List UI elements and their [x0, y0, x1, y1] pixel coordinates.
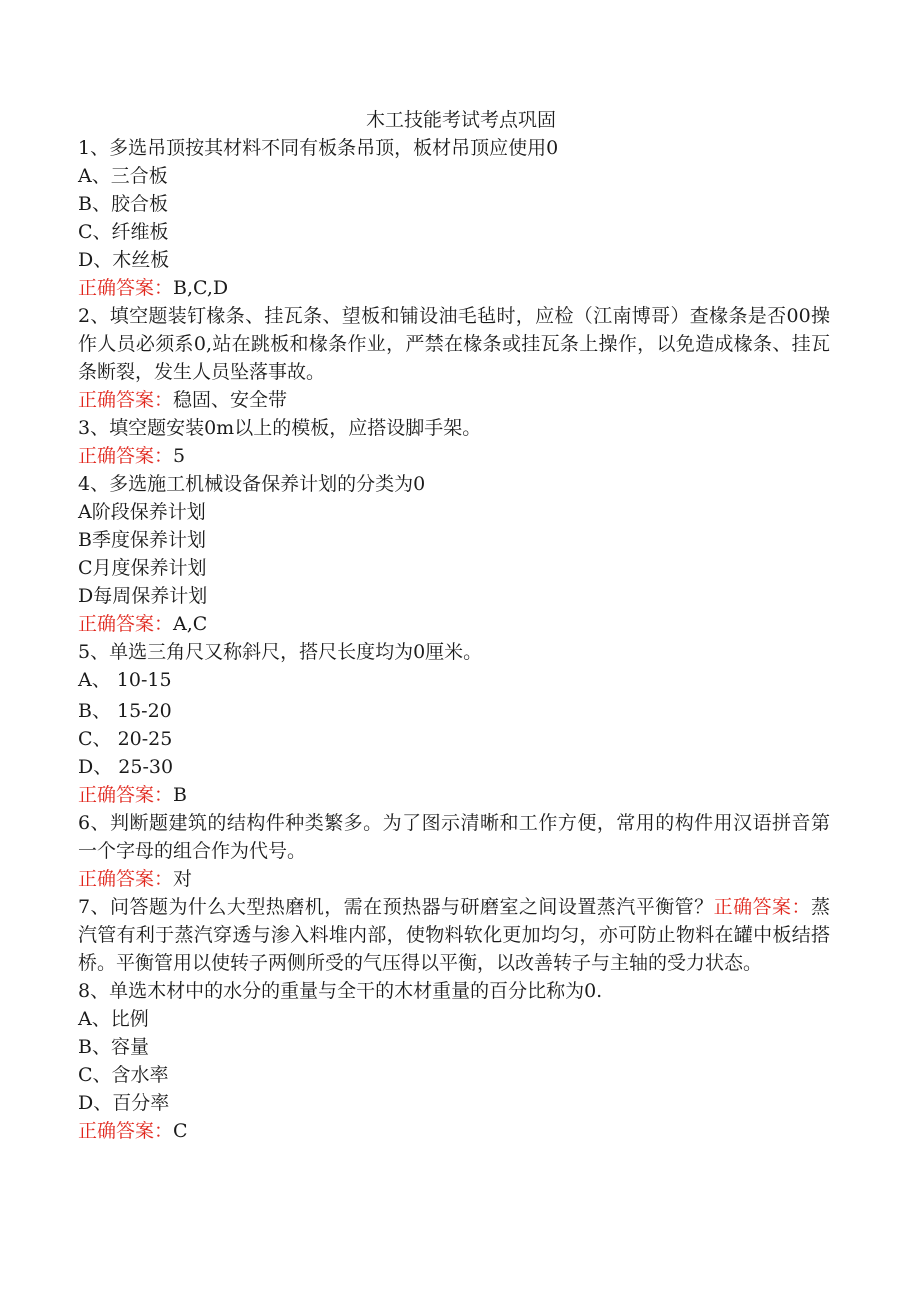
- document-page: [78, 106, 830, 1145]
- answer-value: 蒸汽管有利于蒸汽穿透与渗入料堆内部，使物料软化更加均匀，亦可防止物料在罐中板结搭桥。平衡管用以使转子两侧所受的气压得以平衡，以改善转子与主轴的受力状态。: [78, 896, 830, 974]
- answer-label: 正确答案：: [78, 445, 174, 467]
- question-text: 8、单选木材中的水分的重量与全干的木材重量的百分比称为0.: [78, 980, 603, 1002]
- option-c: C、含水率: [78, 1064, 169, 1086]
- answer-label: 正确答案：: [78, 784, 174, 806]
- option-a: A、 10-15: [78, 669, 172, 691]
- answer-value: 对: [173, 868, 193, 890]
- question-8: [78, 977, 830, 1145]
- question-6: [78, 809, 830, 893]
- question-with-answer: [78, 893, 830, 977]
- answer-value: 5: [173, 445, 186, 467]
- page-title: 木工技能考试考点巩固: [365, 109, 556, 131]
- question-text: 3、填空题安装0m以上的模板，应搭设脚手架。: [78, 417, 482, 439]
- question-text: 6、判断题建筑的结构件种类繁多。为了图示清晰和工作方便，常用的构件用汉语拼音第一个字母的组合作为代号。: [78, 812, 830, 862]
- answer-label: 正确答案：: [78, 613, 174, 635]
- answer-label: 正确答案：: [78, 277, 174, 299]
- option-a: A、三合板: [78, 165, 168, 187]
- question-text: 4、多选施工机械设备保养计划的分类为0: [78, 473, 426, 495]
- question-5: [78, 638, 830, 809]
- answer-line: [78, 865, 830, 893]
- answer-value: B,C,D: [173, 277, 229, 299]
- answer-label: 正确答案：: [78, 1120, 174, 1142]
- option-b: B、胶合板: [78, 193, 168, 215]
- option-b: B季度保养计划: [78, 529, 206, 551]
- answer-line: [78, 386, 830, 414]
- question-7: [78, 893, 830, 977]
- answer-line: [78, 442, 830, 470]
- answer-line: [78, 610, 830, 638]
- answer-line: [78, 274, 830, 302]
- option-d: D每周保养计划: [78, 585, 208, 607]
- option-d: D、百分率: [78, 1092, 170, 1114]
- answer-value: C: [173, 1120, 188, 1142]
- question-4: [78, 470, 830, 638]
- answer-label: 正确答案：: [713, 896, 811, 918]
- question-text: 7、问答题为什么大型热磨机，需在预热器与研磨室之间设置蒸汽平衡管？: [78, 896, 714, 918]
- option-a: A阶段保养计划: [78, 501, 206, 523]
- option-c: C月度保养计划: [78, 557, 207, 579]
- question-text: 1、多选吊顶按其材料不同有板条吊顶，板材吊顶应使用0: [78, 137, 559, 159]
- option-d: D、 25-30: [78, 756, 174, 778]
- option-b: B、 15-20: [78, 700, 172, 722]
- option-c: C、纤维板: [78, 221, 169, 243]
- answer-line: [78, 781, 830, 809]
- option-a: A、比例: [78, 1008, 149, 1030]
- question-text: 5、单选三角尺又称斜尺，搭尺长度均为0厘米。: [78, 641, 483, 663]
- question-text: 2、填空题装钉椽条、挂瓦条、望板和铺设油毛毡时，应检（江南博哥）查椽条是否00操作人员必须系0,站在跳板和椽条作业，严禁在椽条或挂瓦条上操作，以免造成椽条、挂瓦条断裂，发生人员坠落事故。: [78, 305, 830, 383]
- question-2: [78, 302, 830, 414]
- answer-value: B: [173, 784, 187, 806]
- answer-value: A,C: [173, 613, 208, 635]
- answer-label: 正确答案：: [78, 389, 174, 411]
- answer-label: 正确答案：: [78, 868, 174, 890]
- option-b: B、容量: [78, 1036, 149, 1058]
- option-c: C、 20-25: [78, 728, 173, 750]
- question-1: [78, 134, 830, 302]
- option-d: D、木丝板: [78, 249, 170, 271]
- question-3: [78, 414, 830, 470]
- answer-value: 稳固、安全带: [173, 389, 288, 411]
- answer-line: [78, 1117, 830, 1145]
